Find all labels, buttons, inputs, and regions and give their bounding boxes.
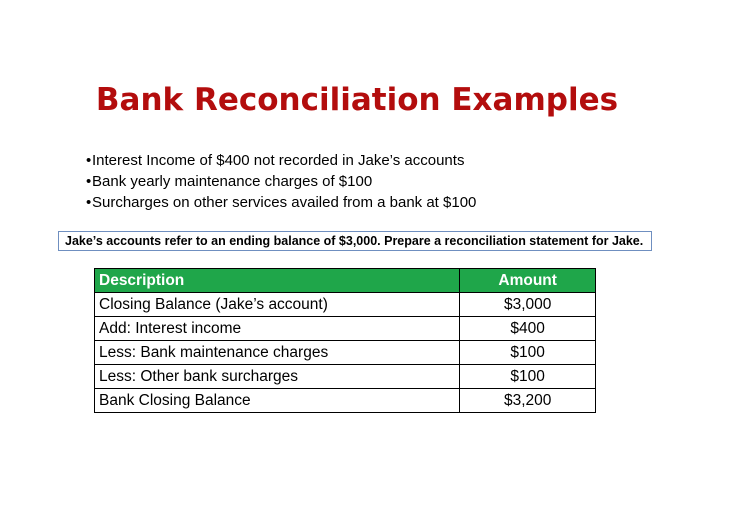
description-cell: Less: Other bank surcharges — [95, 365, 460, 389]
bullet-item — [86, 150, 476, 171]
table-row — [95, 317, 596, 341]
column-header-description: Description — [95, 269, 460, 293]
table-row — [95, 293, 596, 317]
bullet-text: Bank yearly maintenance charges of $100 — [92, 173, 373, 190]
amount-cell: $100 — [460, 365, 596, 389]
problem-statement: Jake’s accounts refer to an ending balance of $3,000. Prepare a reconciliation statement for Jake. — [58, 231, 652, 251]
bullet-text: Interest Income of $400 not recorded in Jake’s accounts — [92, 152, 465, 169]
table-header-row — [95, 269, 596, 293]
bullet-marker: • — [86, 194, 92, 211]
page-title: Bank Reconciliation Examples — [95, 82, 619, 118]
table-row — [95, 341, 596, 365]
amount-cell: $400 — [460, 317, 596, 341]
amount-cell: $100 — [460, 341, 596, 365]
description-cell: Add: Interest income — [95, 317, 460, 341]
bullet-item — [86, 192, 476, 213]
bullet-item — [86, 171, 476, 192]
amount-cell: $3,200 — [460, 389, 596, 413]
description-cell: Bank Closing Balance — [95, 389, 460, 413]
description-cell: Less: Bank maintenance charges — [95, 341, 460, 365]
reconciliation-table — [94, 268, 596, 413]
amount-cell: $3,000 — [460, 293, 596, 317]
bullet-marker: • — [86, 152, 92, 169]
bullet-text: Surcharges on other services availed from a bank at $100 — [92, 194, 477, 211]
description-cell: Closing Balance (Jake’s account) — [95, 293, 460, 317]
table-row — [95, 389, 596, 413]
table-row — [95, 365, 596, 389]
bullet-list — [86, 150, 476, 213]
column-header-amount: Amount — [460, 269, 596, 293]
bullet-marker: • — [86, 173, 92, 190]
